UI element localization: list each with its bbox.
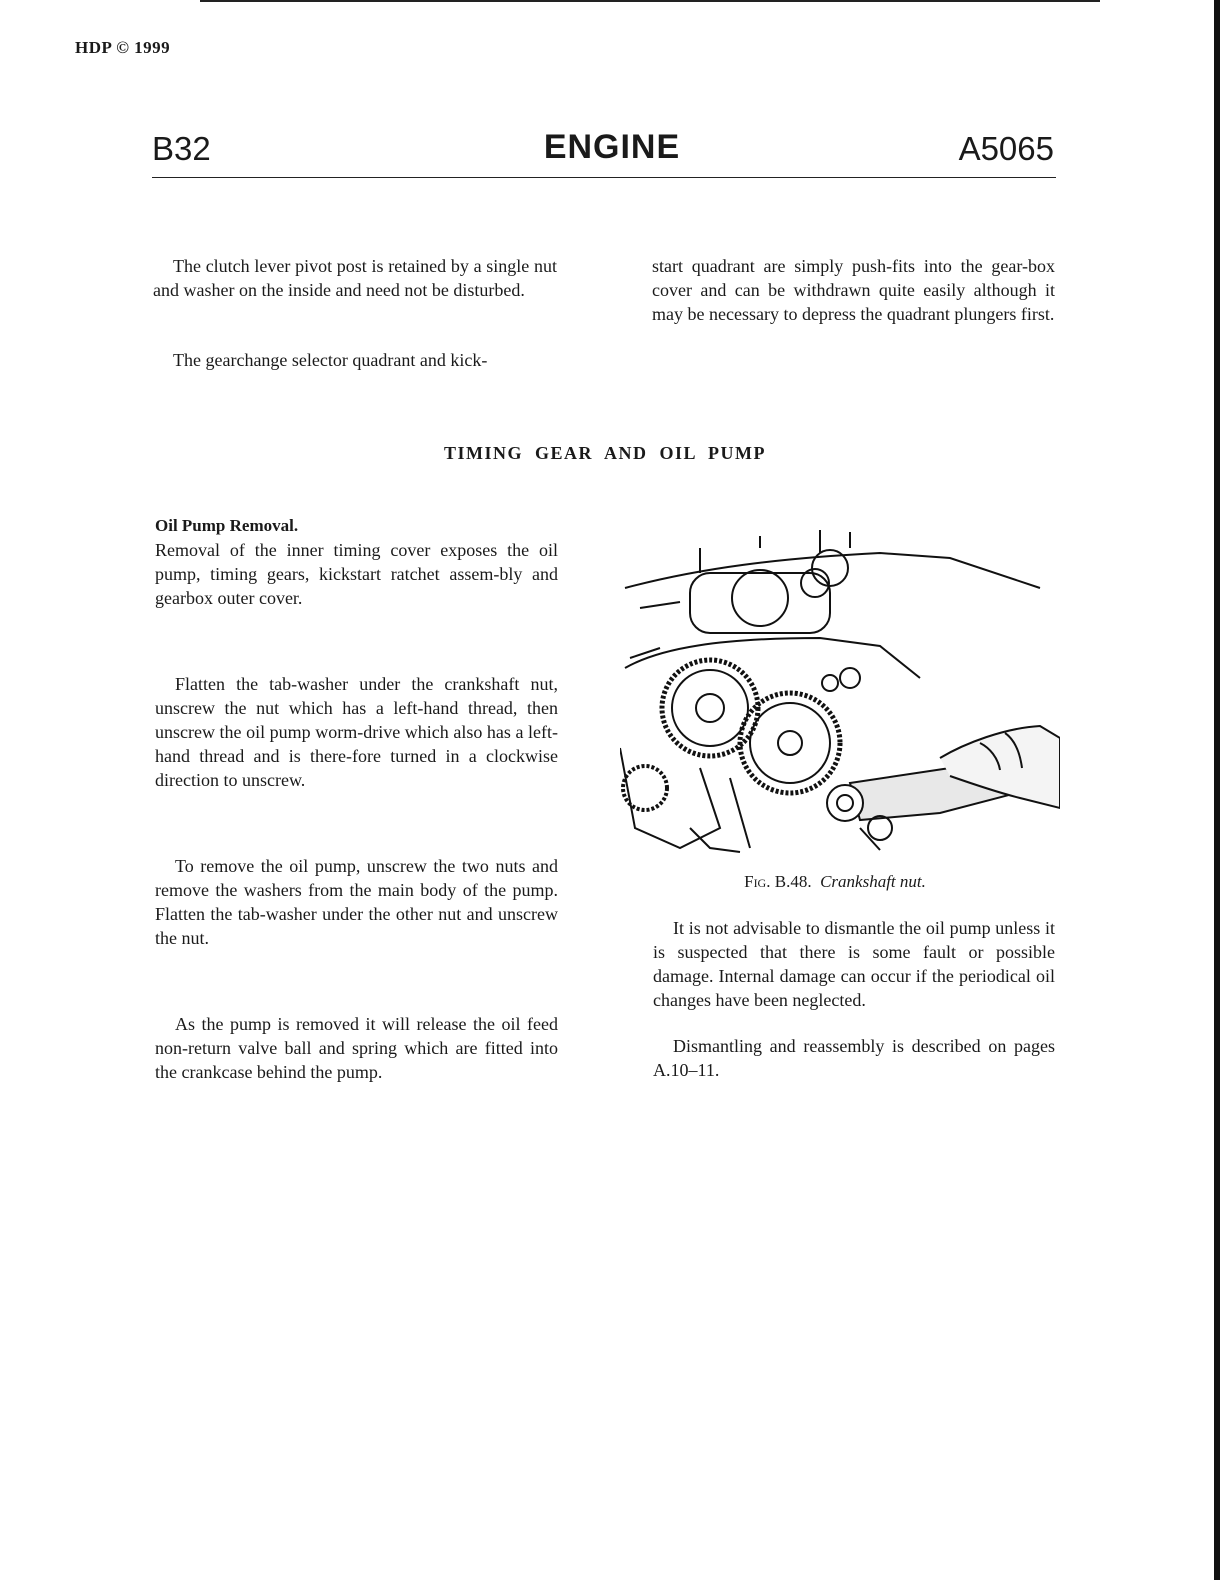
intro-paragraph-2: The gearchange selector quadrant and kick- — [173, 350, 488, 370]
scan-top-edge — [200, 0, 1100, 2]
intro-paragraph-continued: start quadrant are simply push-fits into the gear-box cover and can be withdrawn quite easily although it may be necessary to depress the quadrant plungers first. — [652, 256, 1055, 324]
scan-right-edge — [1214, 0, 1220, 1580]
header-rule — [152, 177, 1056, 178]
figure-label: Fig. B.48. — [744, 872, 812, 891]
copyright-notice: HDP © 1999 — [75, 38, 171, 57]
part-number: A5065 — [958, 130, 1054, 167]
crankshaft-nut-illustration — [620, 528, 1060, 856]
oil-pump-paragraph-4: As the pump is removed it will release the oil feed non-return valve ball and spring which are fitted into the crankcase behind the pump. — [155, 1014, 558, 1082]
section-title: TIMING GEAR AND OIL PUMP — [443, 443, 766, 463]
oil-pump-paragraph-2: Flatten the tab-washer under the crankshaft nut, unscrew the nut which has a left-hand thread, then unscrew the oil pump worm-drive which also has a left-hand thread and is there-fore turned in a clockwise direction to unscrew. — [155, 674, 558, 790]
oil-pump-paragraph-3: To remove the oil pump, unscrew the two nuts and remove the washers from the main body of the pump. Flatten the tab-washer under the other nut and unscrew the nut. — [155, 856, 558, 948]
chapter-title: ENGINE — [543, 128, 681, 166]
page-number: B32 — [152, 130, 211, 167]
intro-paragraph-1: The clutch lever pivot post is retained by a single nut and washer on the inside and need not be disturbed. — [153, 256, 557, 300]
subsection-heading: Oil Pump Removal. — [155, 516, 299, 535]
right-paragraph-2: Dismantling and reassembly is described on pages A.10–11. — [653, 1036, 1055, 1080]
figure-caption — [610, 872, 1060, 892]
figure-title: Crankshaft nut. — [820, 872, 926, 891]
right-paragraph-1: It is not advisable to dismantle the oil pump unless it is suspected that there is some fault or possible damage. Internal damage can occur if the periodical oil changes have been neglected. — [653, 918, 1055, 1010]
oil-pump-paragraph-1: Removal of the inner timing cover exposes the oil pump, timing gears, kickstart ratchet assem-bly and gearbox outer cover. — [155, 540, 558, 608]
